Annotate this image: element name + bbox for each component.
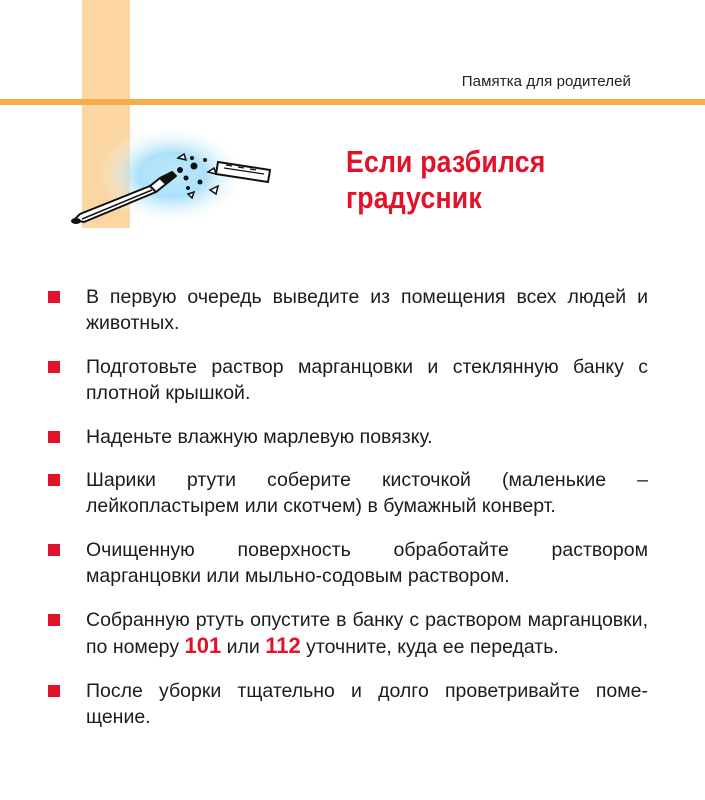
step-text: В первую очередь выведите из помещения всех людей и животных. [86, 286, 648, 334]
step-text: Шарики ртути соберите кисточкой (маленькие – лейкопластырем или скотчем) в бумажный конверт. [86, 469, 648, 517]
bullet-square-icon [48, 291, 60, 303]
instructions-list [48, 284, 648, 730]
list-item [48, 678, 648, 730]
list-item [48, 607, 648, 660]
phone-number-101: 101 [184, 633, 222, 658]
step-text: Очищенную поверхность обработайте раствором марганцовки или мыльно-содовым раствором. [86, 539, 648, 587]
list-item [48, 537, 648, 589]
bullet-square-icon [48, 544, 60, 556]
step-text: После уборки тщательно и долго проветривайте поме-щение. [86, 680, 648, 728]
step-text: Наденьте влажную марлевую повязку. [86, 426, 433, 448]
bullet-square-icon [48, 431, 60, 443]
broken-thermometer-icon [60, 120, 280, 230]
step-text-after: уточните, куда ее передать. [306, 636, 559, 658]
step-text: Подготовьте раствор марганцовки и стеклянную банку с плотной крышкой. [86, 356, 648, 404]
list-item [48, 424, 648, 450]
header-rule [0, 99, 705, 105]
step-text [86, 607, 648, 660]
list-item [48, 354, 648, 406]
header-label: Памятка для родителей [461, 73, 631, 90]
page-title [346, 144, 570, 216]
list-item [48, 284, 648, 336]
bullet-square-icon [48, 361, 60, 373]
phone-number-112: 112 [265, 633, 301, 658]
bullet-square-icon [48, 474, 60, 486]
list-item [48, 467, 648, 519]
title-line-2: градусник [346, 180, 482, 215]
bullet-square-icon [48, 685, 60, 697]
step-text-before: Собранную ртуть опустите в банку с раствором марганцовки, по номеру [86, 609, 648, 658]
step-text-mid: или [226, 636, 260, 658]
title-line-1: Если разбился [346, 144, 546, 179]
bullet-square-icon [48, 614, 60, 626]
